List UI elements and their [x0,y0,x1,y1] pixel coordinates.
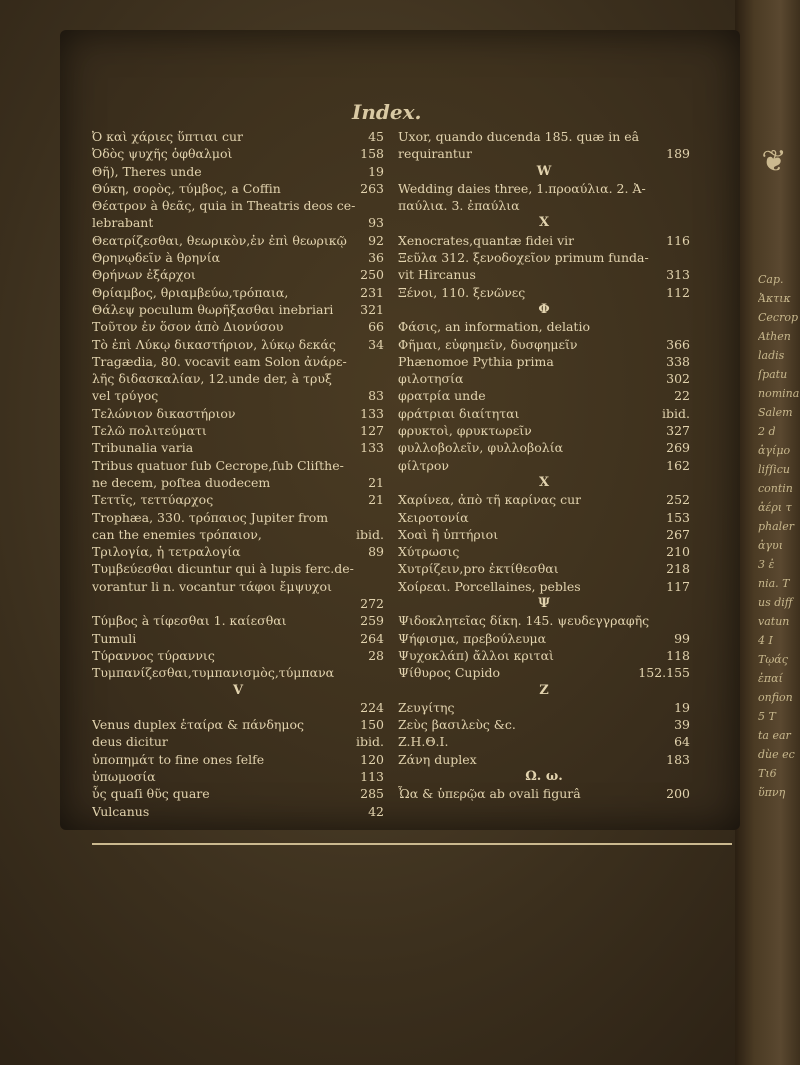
section-letter: Ω. ω. [525,768,563,784]
margin-fragment: vatun [758,615,790,628]
index-entry [92,560,384,577]
entry-page-number: 158 [360,146,384,162]
index-entry [398,370,690,387]
index-entry [92,509,384,526]
entry-term: Φῆμαι, εὐφημεῖν, δυσφημεῖν [398,336,578,352]
entry-page-number: 117 [666,578,690,594]
entry-page-number: 366 [666,336,690,352]
entry-term: φιλοτησία [398,371,464,387]
entry-page-number: 127 [360,423,384,439]
index-entry [92,526,384,543]
entry-page-number: 19 [674,699,690,715]
section-letter: Z [539,682,549,698]
section-letter: X [538,215,550,231]
index-entry [398,405,690,422]
entry-page-number: 183 [666,751,690,767]
entry-page-number: 133 [360,440,384,456]
entry-term: vit Hircanus [398,267,476,283]
entry-term: Θύκη, σορὸς, τύμβος, a Coffin [92,180,281,196]
entry-page-number: 321 [360,301,384,317]
margin-fragment: ἐπαί [758,672,783,685]
entry-term: ὗς quaſi θῦς quare [92,786,210,802]
index-entry [398,647,690,664]
margin-fragment: ladis [758,349,785,362]
index-entry [398,336,690,353]
bottom-rule [92,843,732,845]
index-entry [92,214,384,231]
entry-page-number: 200 [666,786,690,802]
entry-page-number: 112 [666,284,690,300]
entry-term: Tumuli [92,630,137,646]
entry-term: lebrabant [92,215,154,231]
entry-term: Τυμπανίζεσθαι,τυμπανισμὸς,τύμπανα [92,665,335,681]
margin-fragment: Salem [758,406,793,419]
margin-fragment: 4 I [758,634,773,647]
entry-term: Τριλογία, ἡ τετραλογία [92,544,241,560]
entry-term: Ξεῦλα 312. ξενοδοχεῖον primum funda- [398,250,649,266]
index-entry [398,543,690,560]
entry-term: Θάλεψ poculum θωρῆξασθαι inebriari [92,301,334,317]
index-entry [92,439,384,456]
index-entry [398,664,690,681]
left-index-column [92,128,384,820]
index-entry [398,387,690,404]
entry-term: Χοαὶ ἢ ὑπτήριοι [398,526,499,542]
index-entry [398,197,690,214]
entry-page-number: ibid. [356,526,384,542]
entry-page-number: 285 [360,786,384,802]
entry-term: requirantur [398,146,472,162]
entry-term: Τύμβος à τίφεσθαι 1. καίεσθαι [92,613,287,629]
index-entry [92,145,384,162]
index-entry [398,284,690,301]
index-entry [92,422,384,439]
index-entry [92,405,384,422]
entry-term: ὑπωμοσία [92,768,156,784]
entry-page-number: 272 [360,596,384,612]
entry-page-number: ibid. [662,405,690,421]
margin-fragment: contin [758,482,793,495]
index-entry [92,578,384,595]
entry-term: Τεττῖς, τεττύαρχος [92,492,214,508]
index-entry [398,422,690,439]
entry-term: Τύραννος τύραννις [92,647,215,663]
entry-term: Τοῦτον ἐν ὅσον ἀπὸ Διονύσου [92,319,284,335]
entry-term: Ὀ καὶ χάριες ὕπτιαι cur [92,129,244,144]
entry-page-number: 259 [360,613,384,629]
index-entry [398,751,690,768]
index-entry [398,612,690,629]
entry-term: Τελῶ πολιτεύματι [92,423,207,439]
entry-page-number: 153 [666,509,690,525]
margin-fragment: us diff [758,596,793,609]
margin-fragment: ἀγίμο [758,444,791,457]
index-entry [92,803,384,820]
margin-fragment: ſpatu [758,368,788,381]
entry-term: can the enemies τρόπαιον, [92,526,262,542]
margin-fragment: onfion [758,691,793,704]
entry-page-number: 162 [666,457,690,473]
index-entry [92,336,384,353]
index-entry [92,751,384,768]
entry-page-number: 118 [666,647,690,663]
entry-term: φίλτρον [398,457,449,473]
entry-term: Χυτρίζειν,pro ἐκτίθεσθαι [398,561,559,577]
index-entry [92,699,384,716]
entry-term: Ζάνη duplex [398,751,477,767]
index-entry [398,560,690,577]
index-entry [398,180,690,197]
entry-term: Tragædia, 80. vocavit eam Solon ἀνάρε- [92,353,347,369]
entry-term: Tribus quatuor ſub Cecrope,ſub Cliſthe- [92,457,344,473]
index-entry [398,353,690,370]
margin-fragment: 5 T [758,710,776,723]
index-entry [398,439,690,456]
entry-term: deus dicitur [92,734,168,750]
entry-page-number: 36 [368,250,384,266]
index-entry [92,785,384,802]
entry-term: φρυκτοὶ, φρυκτωρεῖν [398,423,532,439]
entry-page-number: 34 [368,336,384,352]
entry-term: παύλια. 3. ἐπαύλια [398,198,520,214]
index-entry [92,249,384,266]
entry-page-number: 150 [360,717,384,733]
index-entry [92,768,384,785]
entry-page-number: 267 [666,526,690,542]
index-entry [92,457,384,474]
index-entry [398,249,690,266]
entry-page-number: 22 [674,388,690,404]
margin-fragment: Athen [758,330,791,343]
margin-fragment: phaler [758,520,794,533]
entry-page-number: 338 [666,353,690,369]
section-letter: X [538,474,550,490]
entry-term: Z.H.Θ.I. [398,734,449,750]
index-entry [92,474,384,491]
index-entry [92,180,384,197]
entry-page-number: 189 [666,146,690,162]
index-entry [92,353,384,370]
facing-page-margin [758,270,800,802]
entry-term: Ξένοι, 110. ξενῶνες [398,284,526,300]
entry-page-number: 19 [368,163,384,179]
entry-page-number: 252 [666,492,690,508]
entry-term: Ζευγίτης [398,699,455,715]
index-entry [398,733,690,750]
entry-page-number: 28 [368,647,384,663]
entry-page-number: 92 [368,232,384,248]
entry-term: Uxor, quando ducenda 185. quæ in eâ [398,129,640,144]
index-entry [398,491,690,508]
margin-fragment: Ἀκτικ [758,292,791,305]
entry-term: Φάσις, an information, delatio [398,319,590,335]
section-letter: V [232,682,244,698]
entry-page-number: 64 [674,734,690,750]
entry-term: Θέατρον à θεᾶς, quia in Theatris deos ce- [92,198,356,214]
entry-term: Χειροτονία [398,509,469,525]
index-entry [92,664,384,681]
index-entry [92,266,384,283]
index-entry [92,163,384,180]
entry-term: Χαρίνεα, ἀπὸ τῆ καρίνας cur [398,492,582,508]
index-entry [92,387,384,404]
entry-page-number: 116 [666,232,690,248]
index-entry [92,232,384,249]
index-entry [398,457,690,474]
entry-page-number: ibid. [356,734,384,750]
entry-term: vorantur li n. vocantur τάφοι ἔμψυχοι [92,578,332,594]
margin-fragment: nia. T [758,577,790,590]
index-entry [398,699,690,716]
margin-fragment: lifſicu [758,463,790,476]
margin-fragment: Τι6 [758,767,777,780]
entry-page-number: 42 [368,803,384,819]
entry-page-number: 39 [674,717,690,733]
page-title: Index. [352,100,422,124]
section-letter: Ψ [538,596,550,612]
entry-term: Ζεὺς βασιλεὺς &c. [398,717,516,733]
entry-page-number: 250 [360,267,384,283]
entry-page-number: 231 [360,284,384,300]
index-entry [92,128,384,145]
entry-page-number: 210 [666,544,690,560]
entry-term: Θεατρίζεσθαι, θεωρικὸν,ἐν ἐπὶ θεωρικῷ [92,232,347,248]
index-entry [398,266,690,283]
entry-page-number: 218 [666,561,690,577]
entry-term: Trophæa, 330. τρόπαιος Jupiter from [92,509,329,525]
entry-page-number: 93 [368,215,384,231]
index-entry [398,232,690,249]
entry-page-number: 66 [368,319,384,335]
index-entry [398,318,690,335]
entry-page-number: 99 [674,630,690,646]
entry-term: Wedding daies three, 1.προαύλια. 2. Ἀ- [398,180,646,196]
entry-term: ne decem, poſtea duodecem [92,474,271,490]
entry-term: φρατρία unde [398,388,486,404]
entry-page-number: 327 [666,423,690,439]
entry-term: Τελώνιον δικαστήριον [92,405,236,421]
entry-term: Θῆ), Theres unde [92,163,202,179]
entry-page-number: 21 [368,492,384,508]
entry-page-number: 152.155 [638,665,690,681]
index-entry [92,612,384,629]
entry-page-number: 263 [360,180,384,196]
entry-page-number: 113 [360,768,384,784]
index-entry [92,543,384,560]
index-entry [92,197,384,214]
index-entry [398,578,690,595]
index-entry [92,491,384,508]
entry-term: Phænomoe Pythia prima [398,353,554,369]
margin-fragment: ἀγυι [758,539,784,552]
index-entry [398,128,690,145]
entry-term: Ψήφισμα, πρεβούλευμα [398,630,547,646]
margin-fragment: ἀέρι τ [758,501,792,514]
entry-term: Venus duplex ἑταίρα & πάνδημος [92,717,304,733]
entry-term: Χύτρωσις [398,544,460,560]
index-entry [92,630,384,647]
entry-term: Τυμβεύεσθαι dicuntur qui à lupis ferc.de- [92,561,354,577]
entry-page-number: 45 [368,129,384,144]
entry-term: Ψίθυρος Cupido [398,665,500,681]
entry-term: Χοίρεαι. Porcellaines, pebles [398,578,581,594]
entry-term: Θρηνῳδεῖν à θρηνία [92,250,221,266]
entry-term: Ψιδοκλητεῖας δίκη. 145. ψευδεγγραφῆς [398,613,650,629]
section-letter: W [536,163,552,179]
index-entry [398,509,690,526]
index-entry [398,716,690,733]
entry-term: φράτριαι διαίτηται [398,405,520,421]
index-entry [92,733,384,750]
index-entry [92,716,384,733]
margin-fragment: Τῳάς [758,653,788,666]
index-entry [398,145,690,162]
entry-page-number: 269 [666,440,690,456]
entry-page-number: 120 [360,751,384,767]
index-entry [398,526,690,543]
right-index-column [398,128,690,803]
entry-term: Θρίαμβος, θριαμβεύω,τρόπαια, [92,284,289,300]
entry-term: φυλλοβολεῖν, φυλλοβολία [398,440,564,456]
entry-page-number: 133 [360,405,384,421]
entry-term: λῆς διδασκαλίαν, 12.unde der, à τρυξ [92,371,332,387]
entry-term: Xenocrates,quantæ fidei vir [398,232,575,248]
index-entry [92,370,384,387]
entry-term: Ὦα & ὑπερῷα ab ovali figurâ [398,786,581,802]
margin-fragment: nomina [758,387,800,400]
entry-page-number: 89 [368,544,384,560]
index-entry [92,647,384,664]
entry-page-number: 264 [360,630,384,646]
entry-page-number: 83 [368,388,384,404]
index-entry [92,301,384,318]
entry-term: Ὀδὸς ψυχῆς ὁφθαλμοὶ [92,146,233,162]
entry-term: Θρήνων ἐξάρχοι [92,267,196,283]
index-entry [92,318,384,335]
margin-fragment: 3 ἐ [758,558,775,571]
entry-page-number: 302 [666,371,690,387]
entry-term: vel τρύγος [92,388,159,404]
margin-fragment: 2 d [758,425,776,438]
entry-term: Tribunalia varia [92,440,194,456]
entry-term: Ψυχοκλάπ) ἄλλοι κριταὶ [398,647,554,663]
entry-term: Vulcanus [92,803,150,819]
margin-fragment: dùe ec [758,748,795,761]
entry-page-number: 21 [368,474,384,490]
index-entry [92,595,384,612]
margin-fragment: Cap. [758,273,784,286]
margin-fragment: ta ear [758,729,791,742]
entry-term: ὑποπημάτ to fine ones ſelfe [92,751,265,767]
index-entry [92,284,384,301]
entry-page-number: 313 [666,267,690,283]
index-entry [398,785,690,802]
entry-page-number: 224 [360,699,384,715]
margin-fragment: Cecrop [758,311,799,324]
entry-term: Τὸ ἐπὶ Λύκῳ δικαστήριον, λύκῳ δεκάς [92,336,336,352]
index-entry [398,630,690,647]
fleuron-icon: ❦ [761,144,787,179]
section-letter: Φ [538,301,550,317]
margin-fragment: ὕπνη [758,786,786,799]
